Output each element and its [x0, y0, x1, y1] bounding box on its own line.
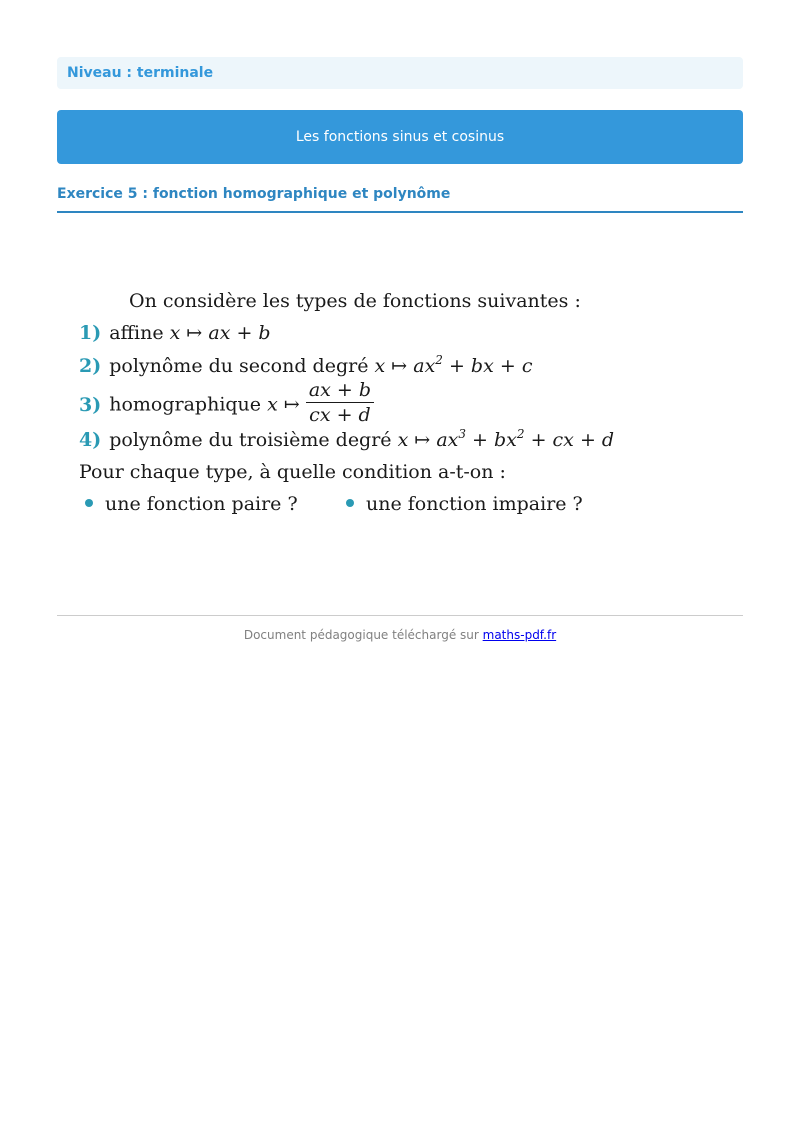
math-var: x — [374, 355, 386, 377]
item-number: 4) — [79, 429, 102, 451]
list-item — [79, 429, 614, 451]
math-exponent: 3 — [458, 427, 467, 441]
fraction-denominator: cx + d — [309, 404, 371, 426]
math-var: x — [267, 393, 278, 416]
maps-to-icon: ↦ — [391, 355, 408, 377]
math-expression: ax + b — [208, 322, 271, 344]
item-label: polynôme du troisième degré — [109, 429, 392, 451]
item-label: homographique — [109, 393, 262, 416]
exercise-statement — [79, 286, 759, 526]
list-item — [79, 322, 271, 344]
title-banner — [57, 110, 743, 164]
maps-to-icon: ↦ — [186, 322, 203, 344]
exercise-question: Pour chaque type, à quelle condition a-t-on : — [79, 461, 506, 483]
math-term: ax — [436, 429, 459, 451]
bullet-text: une fonction paire ? — [105, 493, 298, 515]
math-term: + bx + c — [442, 355, 533, 377]
footer — [57, 628, 743, 642]
item-number: 1) — [79, 322, 102, 344]
list-item — [346, 493, 583, 515]
list-item — [79, 379, 374, 429]
footer-text: Document pédagogique téléchargé sur — [243, 628, 483, 642]
item-label: polynôme du second degré — [109, 355, 369, 377]
page-title: Les fonctions sinus et cosinus — [295, 129, 505, 145]
list-item — [79, 355, 532, 377]
bullet-icon — [85, 499, 93, 507]
math-var: x — [169, 322, 181, 344]
math-term: + cx + d — [524, 429, 615, 451]
list-item — [85, 493, 298, 515]
math-exponent: 2 — [435, 353, 443, 367]
exercise-intro: On considère les types de fonctions suivantes : — [129, 290, 581, 312]
math-term: + bx — [466, 429, 517, 451]
fraction-numerator: ax + b — [306, 379, 374, 403]
item-number: 3) — [79, 393, 102, 416]
level-label: Niveau : terminale — [67, 65, 214, 81]
footer-link[interactable]: maths-pdf.fr — [482, 628, 557, 642]
bullet-icon — [346, 499, 354, 507]
item-number: 2) — [79, 355, 102, 377]
bullet-text: une fonction impaire ? — [366, 493, 583, 515]
math-exponent: 2 — [516, 427, 525, 441]
math-fraction — [306, 379, 374, 426]
math-term: ax — [413, 355, 436, 377]
math-var: x — [397, 429, 409, 451]
maps-to-icon: ↦ — [414, 429, 431, 451]
level-box — [57, 57, 743, 89]
item-label: affine — [109, 322, 164, 344]
footer-divider — [57, 615, 743, 616]
maps-to-icon: ↦ — [283, 393, 300, 416]
exercise-heading: Exercice 5 : fonction homographique et polynôme — [57, 186, 743, 213]
